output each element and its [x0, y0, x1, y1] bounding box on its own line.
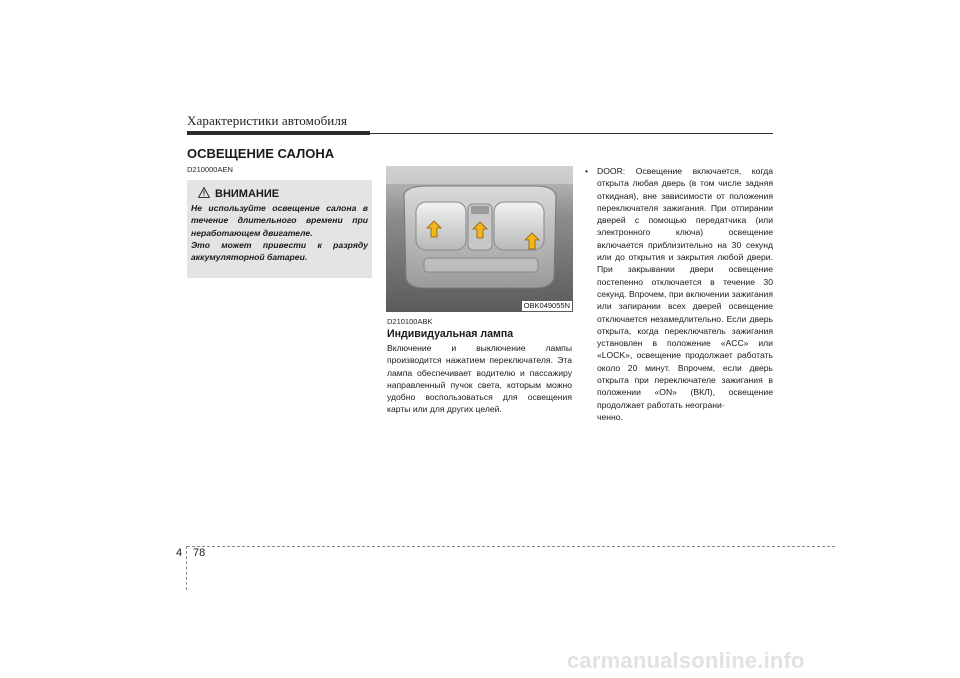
map-lamp-illustration	[386, 166, 573, 312]
warning-paragraph-1: Не используйте освещение салона в течение длительного времени при неработающем двигателе.	[191, 203, 368, 238]
bullet-marker: •	[585, 166, 589, 176]
page-chapter-number: 4	[176, 547, 183, 559]
door-bullet-item	[585, 165, 773, 423]
footer-divider	[187, 546, 835, 547]
lamp-section-code: D210100ABK	[387, 317, 433, 326]
warning-header	[198, 185, 279, 203]
warning-triangle-icon	[198, 185, 210, 203]
warning-paragraph-2: Это может привести к разряду аккумуляторной батареи.	[191, 239, 368, 263]
header-rule-thick	[187, 131, 370, 135]
page-number: 78	[193, 547, 206, 559]
page-header-title: Характеристики автомобиля	[187, 113, 348, 128]
door-item-content	[597, 165, 773, 423]
lamp-section-text: Включение и выключение лампы производится нажатием переключателя. Эта лампа обеспечивает водителю и пассажиру направленный пучок света, которым можно удобно воспользоваться для освещения карты или для других целей.	[387, 343, 572, 415]
section-code: D210000AEN	[187, 165, 233, 174]
warning-body	[191, 202, 368, 263]
header-rule-thin	[370, 133, 773, 134]
warning-heading: ВНИМАНИЕ	[215, 188, 280, 200]
watermark: carmanualsonline.info	[567, 648, 805, 673]
map-lamp-photo	[386, 166, 573, 312]
figure-label: OBK049055N	[523, 301, 570, 310]
door-item-text: DOOR: Освещение включается, когда открыта любая дверь (в том числе задняя откидная), вне зависимости от положения переключателя зажигания. При отпирании дверей с помощью передатчика (или электронного ключа) освещение включается приблизительно на 30 секунд или до открытия и закрытия любой двери. При закрывании двери освещение постепенно отключается в течение 30 секунд. Впрочем, при включении зажигания или запирании всех дверей освещение отключается незамедлительно. Если дверь открыта, когда переключатель зажигания установлен в положение «ACC» или «LOCK», освещение продолжает работать около 20 минут. Впрочем, если дверь открыта при переключателе зажигания в положении «ON» (ВКЛ), освещение продолжает работать неограни	[597, 166, 773, 410]
warning-box	[187, 180, 372, 278]
door-item-hyphen: -	[721, 399, 725, 410]
lamp-section-title: Индивидуальная лампа	[387, 328, 514, 340]
door-item-tail: ченно.	[597, 411, 623, 422]
footer-vertical-divider	[186, 546, 187, 590]
section-title: ОСВЕЩЕНИЕ САЛОНА	[187, 146, 335, 161]
